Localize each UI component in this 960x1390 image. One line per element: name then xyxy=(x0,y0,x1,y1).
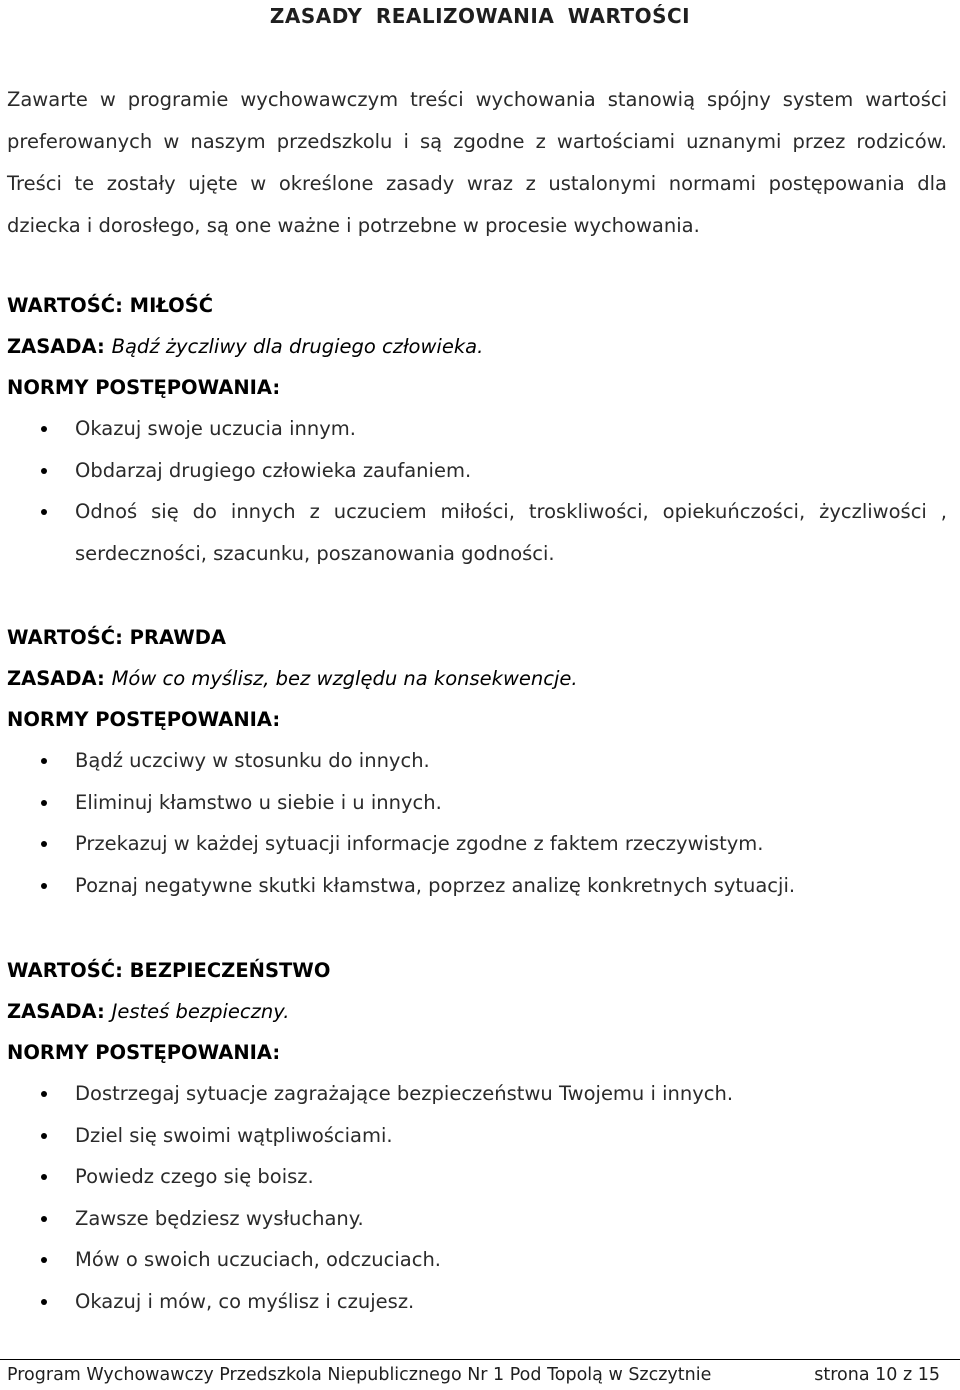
norm-text: Powiedz czego się boisz. xyxy=(75,1165,314,1189)
zasada-label: ZASADA: xyxy=(7,667,105,690)
norm-text: Zawsze będziesz wysłuchany. xyxy=(75,1206,364,1230)
bullet-icon xyxy=(41,1174,47,1180)
bullet-icon xyxy=(41,509,47,515)
bullet-icon xyxy=(41,1216,47,1222)
zasada-line xyxy=(7,658,947,699)
bullet-icon xyxy=(41,758,47,764)
norm-text: Obdarzaj drugiego człowieka zaufaniem. xyxy=(75,458,472,482)
section-bezpieczenstwo xyxy=(7,950,947,1323)
value-heading: WARTOŚĆ: BEZPIECZEŃSTWO xyxy=(7,959,331,982)
bullet-icon xyxy=(41,1091,47,1097)
zasada-label: ZASADA: xyxy=(7,1000,105,1023)
list-item xyxy=(7,1115,947,1157)
bullet-icon xyxy=(41,468,47,474)
list-item xyxy=(7,865,947,907)
norm-text: Dostrzegaj sytuacje zagrażające bezpieczeństwu Twojemu i innych. xyxy=(75,1082,734,1105)
zasada-line xyxy=(7,991,947,1032)
norms-heading: NORMY POSTĘPOWANIA: xyxy=(7,708,281,731)
section-prawda xyxy=(7,617,947,906)
norm-text: Mów o swoich uczuciach, odczuciach. xyxy=(75,1248,441,1272)
bullet-icon xyxy=(41,841,47,847)
zasada-text: Jesteś bezpieczny. xyxy=(111,1000,290,1023)
norm-text: Okazuj i mów, co myślisz i czujesz. xyxy=(75,1289,415,1313)
list-item xyxy=(7,823,947,865)
list-item xyxy=(7,450,947,492)
norm-text: Odnoś się do innych z uczuciem miłości, troskliwości, opiekuńczości, życzliwości , serdeczności, szacunku, poszanowania godności. xyxy=(75,500,947,565)
list-item xyxy=(7,491,947,574)
bullet-icon xyxy=(41,426,47,432)
page-number: strona 10 z 15 xyxy=(814,1365,940,1385)
list-item xyxy=(7,1198,947,1240)
norm-text: Przekazuj w każdej sytuacji informacje zgodne z faktem rzeczywistym. xyxy=(75,832,764,856)
bullet-icon xyxy=(41,800,47,806)
list-item xyxy=(7,782,947,824)
bullet-icon xyxy=(41,1257,47,1263)
norms-heading: NORMY POSTĘPOWANIA: xyxy=(7,1041,281,1064)
bullet-icon xyxy=(41,1133,47,1139)
zasada-text: Mów co myślisz, bez względu na konsekwencje. xyxy=(111,667,578,690)
list-item xyxy=(7,740,947,782)
bullet-icon xyxy=(41,883,47,889)
norms-list xyxy=(7,1073,947,1323)
section-milosc xyxy=(7,285,947,574)
norm-text: Eliminuj kłamstwo u siebie i u innych. xyxy=(75,790,442,814)
value-heading: WARTOŚĆ: MIŁOŚĆ xyxy=(7,294,214,317)
page-footer xyxy=(0,1359,960,1388)
list-item xyxy=(7,1281,947,1323)
page-title: ZASADY REALIZOWANIA WARTOŚCI xyxy=(269,4,691,28)
value-heading: WARTOŚĆ: PRAWDA xyxy=(7,626,226,649)
norms-list xyxy=(7,408,947,574)
intro-paragraph: Zawarte w programie wychowawczym treści wychowania stanowią spójny system wartości preferowanych w naszym przedszkolu i są zgodne z wartościami uznanymi przez rodziców. Treści te zostały ujęte w określone zasady wraz z ustalonymi normami postępowania dla dziecka i dorosłego, są one ważne i potrzebne w procesie wychowania. xyxy=(7,88,947,237)
list-item xyxy=(7,1239,947,1281)
zasada-text: Bądź życzliwy dla drugiego człowieka. xyxy=(111,335,484,358)
norm-text: Okazuj swoje uczucia innym. xyxy=(75,417,356,440)
norm-text: Dziel się swoimi wątpliwościami. xyxy=(75,1123,393,1147)
list-item xyxy=(7,1073,947,1115)
norms-list xyxy=(7,740,947,906)
zasada-label: ZASADA: xyxy=(7,335,105,358)
norms-heading: NORMY POSTĘPOWANIA: xyxy=(7,376,281,399)
footer-program-name: Program Wychowawczy Przedszkola Niepublicznego Nr 1 Pod Topolą w Szczytnie xyxy=(7,1365,712,1385)
norm-text: Poznaj negatywne skutki kłamstwa, poprzez analizę konkretnych sytuacji. xyxy=(75,873,796,897)
bullet-icon xyxy=(41,1299,47,1305)
list-item xyxy=(7,1156,947,1198)
list-item xyxy=(7,408,947,450)
norm-text: Bądź uczciwy w stosunku do innych. xyxy=(75,749,430,772)
zasada-line xyxy=(7,326,947,367)
